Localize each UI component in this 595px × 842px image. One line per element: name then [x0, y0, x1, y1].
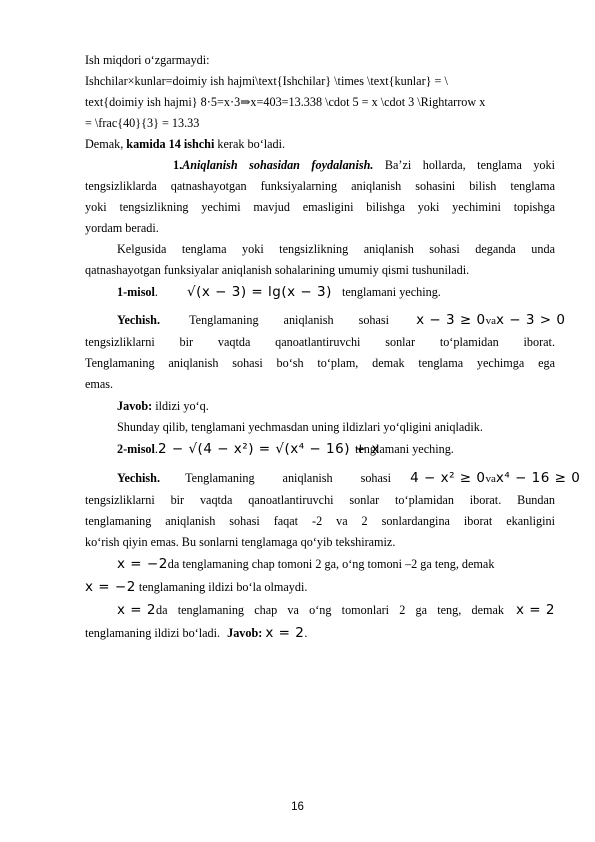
example-2-solution-line — [117, 470, 581, 486]
check-text: da tenglamaning chap tomoni 2 ga, o‘ng tomoni –2 ga teng, demak — [167, 557, 495, 571]
answer-label: Javob: — [227, 626, 263, 640]
paragraph-line: ko‘rish qiyin emas. Bu sonlarni tenglamaga qo‘yib tekshiramiz. — [85, 535, 396, 549]
text-line: = \frac{40}{3} = 13.33 — [85, 116, 200, 130]
section-intro: Ba’zi hollarda, tenglama yoki — [373, 158, 555, 172]
page-number: 16 — [291, 801, 304, 813]
answer-end: . — [304, 626, 308, 640]
paragraph-line: Tenglamaning aniqlanish sohasi bo‘sh to‘plam, demak tenglama yechimga ega — [85, 356, 555, 370]
condition-1: 4 − x² ≥ 0 — [410, 470, 486, 486]
section-heading-line — [173, 158, 555, 172]
paragraph-line: tengsizliklarda qatnashayotgan funksiyalarning aniqlanish sohasini bilish tenglama — [85, 179, 555, 193]
check-text: tenglamaning ildizi bo‘ladi. — [85, 626, 221, 640]
va-word: va — [485, 315, 496, 327]
text-line: Ish miqdori o‘zgarmaydi: — [85, 53, 210, 67]
check-value: x = 2 — [516, 602, 555, 618]
paragraph-line: tenglamaning aniqlanish sohasi faqat -2 va 2 sonlardangina iborat ekanligini — [85, 514, 555, 528]
example-1-instruction: tenglamani yeching. — [342, 285, 441, 299]
solution-label: Yechish. — [117, 471, 161, 485]
condition-2: x⁴ − 16 ≥ 0 — [495, 470, 581, 486]
example-2-instruction: tenglamani yeching. — [355, 442, 454, 456]
example-2-statement: 2-misol.2 − √(4 − x²) = √(x⁴ − 16) + x tenglamani yeching. — [117, 441, 454, 457]
section-title: Aniqlanish sohasidan foydalanish. — [182, 158, 374, 172]
paragraph-line: yoki tengsizlikning yechimi mavjud emasligini bilishga yoki yechimini topishga — [85, 200, 555, 214]
check-value: x = −2 — [117, 556, 168, 572]
answer-label: Javob: — [117, 399, 153, 413]
answer-text: ildizi yo‘q. — [152, 399, 209, 413]
conclusion-suffix: kerak bo‘ladi. — [214, 137, 286, 151]
answer-value: x = 2 — [265, 625, 305, 641]
paragraph-line: qatnashayotgan funksiyalar aniqlanish sohalarining umumiy qismi tushuniladi. — [85, 263, 470, 277]
solution-label: Yechish. — [117, 313, 161, 327]
paragraph-line: Kelgusida tenglama yoki tengsizlikning aniqlanish sohasi deganda unda — [117, 242, 555, 256]
va-word: va — [485, 473, 496, 485]
paragraph-line: tengsizliklarni bir vaqtda qanoatlantiruvchi sonlar to‘plamidan iborat. Bundan — [85, 493, 555, 507]
condition-1: x − 3 ≥ 0 — [416, 312, 486, 328]
solution-text: Tenglamaning aniqlanish sohasi — [189, 313, 390, 327]
text-line: text{doimiy ish hajmi} 8⋅5=x⋅3⇒x=403=13.338 \cdot 5 = x \cdot 3 \Rightarrow x — [85, 95, 486, 109]
conclusion-prefix: Demak, — [85, 137, 127, 151]
paragraph-line: yordam beradi. — [85, 221, 159, 235]
example-2-label: 2-misol — [117, 442, 155, 456]
condition-2: x − 3 > 0 — [495, 312, 566, 328]
example-1-solution-line — [117, 312, 566, 328]
check-line-2 — [85, 580, 307, 594]
text-line: Ishchilar×kunlar=doimiy ish hajmi\text{Ishchilar} \times \text{kunlar} = \ — [85, 74, 448, 88]
solution-text: Tenglamaning aniqlanish sohasi — [185, 471, 392, 485]
paragraph-line: tengsizliklarni bir vaqtda qanoatlantiruvchi sonlar to‘plamidan iborat. — [85, 335, 555, 349]
check-line-1 — [117, 557, 494, 571]
section-number: 1. — [173, 158, 183, 172]
check-text: tenglamaning ildizi bo‘la olmaydi. — [135, 580, 308, 594]
check-value: x = −2 — [85, 579, 136, 595]
check-line-3 — [117, 603, 555, 617]
check-text: da tenglamaning chap va o‘ng tomonlari 2 ga teng, demak — [155, 603, 504, 617]
paragraph-line: Shunday qilib, tenglamani yechmasdan uning ildizlari yo‘qligini aniqladik. — [117, 420, 483, 434]
check-value: x = 2 — [117, 602, 156, 618]
example-1-label: 1-misol — [117, 285, 155, 299]
conclusion-bold: kamida 14 ishchi — [126, 137, 215, 151]
example-1-equation: √(x − 3) = lg(x − 3) — [187, 284, 332, 300]
paragraph-line: emas. — [85, 377, 114, 391]
example-1-statement: 1-misol. √(x − 3) = lg(x − 3) tenglamani yeching. — [117, 284, 441, 300]
conclusion-line — [85, 137, 285, 151]
check-line-4 — [85, 626, 307, 640]
example-1-answer — [117, 399, 209, 413]
example-2-equation: 2 − √(4 − x²) = √(x⁴ − 16) + x — [157, 441, 380, 457]
